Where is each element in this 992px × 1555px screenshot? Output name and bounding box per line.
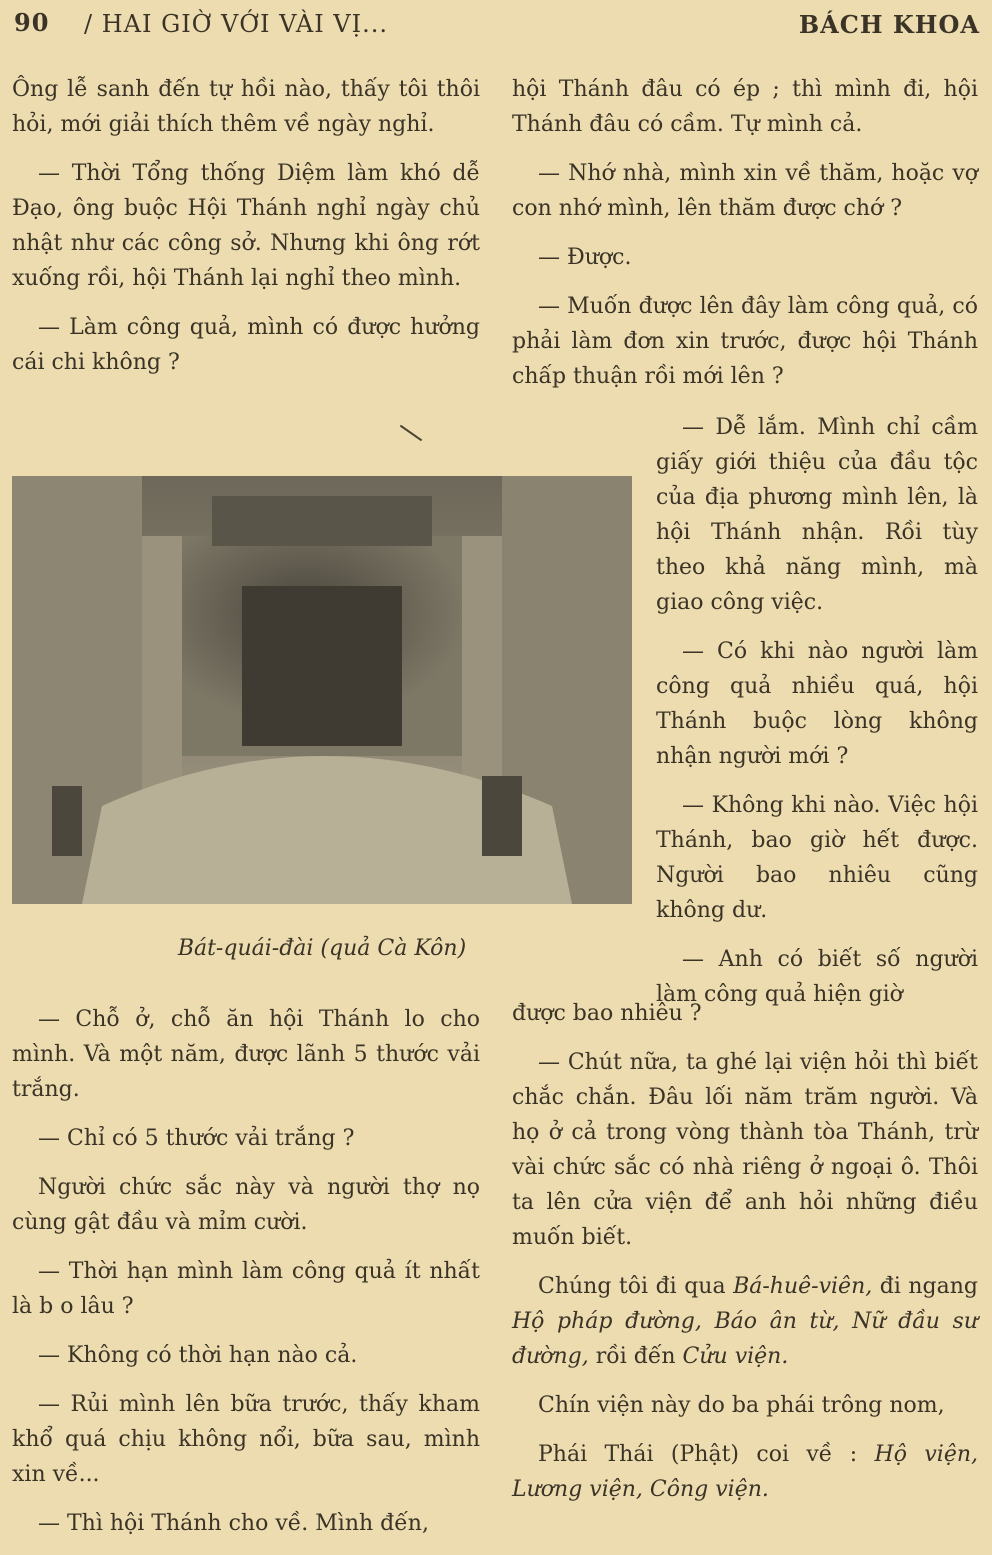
place-name: Bá-huê-viên, (733, 1274, 873, 1299)
place-name: Hộ pháp đường, Báo ân từ, Nữ đầu sư đường, (512, 1309, 978, 1369)
right-column-narrow (656, 410, 978, 1026)
paragraph: — Thời Tổng thống Diệm làm khó dễ Đạo, ông buộc Hội Thánh nghỉ ngày chủ nhật như các công sở. Nhưng khi ông rớt xuống rồi, hội Thánh lại nghỉ theo mình. (12, 161, 480, 291)
temple-interior-image (12, 476, 632, 904)
text: đi ngang (872, 1274, 978, 1299)
paragraph: — Không có thời hạn nào cả. (38, 1343, 358, 1368)
paragraph: — Thì hội Thánh cho về. Mình đến, (38, 1511, 429, 1536)
stray-mark (400, 425, 422, 442)
paragraph: — Có khi nào người làm công quả nhiều quá, hội Thánh buộc lòng không nhận người mới ? (656, 639, 978, 769)
paragraph (512, 1437, 978, 1507)
paragraph: — Làm công quả, mình có được hưởng cái chi không ? (12, 315, 480, 375)
running-title: / HAI GIỜ VỚI VÀI VỊ... (84, 10, 389, 38)
text: Chúng tôi đi qua (538, 1274, 734, 1299)
paragraph: — Chỗ ở, chỗ ăn hội Thánh lo cho mình. Và một năm, được lãnh 5 thước vải trắng. (12, 1007, 480, 1102)
paragraph: — Thời hạn mình làm công quả ít nhất là b o lâu ? (12, 1259, 480, 1319)
left-column-top (12, 72, 480, 394)
paragraph: hội Thánh đâu có ép ; thì mình đi, hội Thánh đâu có cầm. Tự mình cả. (512, 77, 978, 137)
magazine-name: BÁCH KHOA (798, 10, 980, 39)
photo-bat-quai-dai (12, 476, 632, 904)
paragraph: — Dễ lắm. Mình chỉ cầm giấy giới thiệu của đầu tộc của địa phương mình lên, là hội Thánh nhận. Rồi tùy theo khả năng mình, mà giao công việc. (656, 415, 978, 615)
paragraph: — Chỉ có 5 thước vải trắng ? (38, 1126, 355, 1151)
paragraph: — Chút nữa, ta ghé lại viện hỏi thì biết chắc chắn. Đâu lối năm trăm người. Và họ ở cả trong vòng thành tòa Thánh, trừ vài chức sắc có nhà riêng ở ngoại ô. Thôi ta lên cửa viện để anh hỏi những điều muốn biết. (512, 1050, 978, 1250)
text: rồi đến (588, 1344, 683, 1369)
paragraph: — Không khi nào. Việc hội Thánh, bao giờ hết được. Người bao nhiêu cũng không dư. (656, 793, 978, 923)
paragraph: — Được. (538, 245, 632, 270)
paragraph: được bao nhiêu ? (512, 1001, 702, 1026)
left-column-bottom (12, 1002, 480, 1555)
page-number: 90 (14, 8, 50, 37)
paragraph: Ông lễ sanh đến tự hồi nào, thấy tôi thôi hỏi, mới giải thích thêm về ngày nghỉ. (12, 77, 480, 137)
place-name: Cửu viện. (682, 1344, 789, 1369)
photo-caption: Bát-quái-đài (quả Cà Kôn) (177, 936, 467, 961)
paragraph: — Nhớ nhà, mình xin về thăm, hoặc vợ con nhớ mình, lên thăm được chớ ? (512, 161, 978, 221)
paragraph (512, 1269, 978, 1374)
page-header (14, 6, 980, 46)
paragraph: Người chức sắc này và người thợ nọ cùng gật đầu và mỉm cười. (12, 1175, 480, 1235)
paragraph: Chín viện này do ba phái trông nom, (538, 1393, 945, 1418)
paragraph: — Muốn được lên đây làm công quả, có phải làm đơn xin trước, được hội Thánh chấp thuận rồi mới lên ? (512, 294, 978, 389)
paragraph: — Anh có biết số người làm công quả hiện giờ (656, 947, 978, 1007)
place-name: Hộ viện, Lương viện, Công viện. (512, 1442, 978, 1502)
right-column-top (512, 72, 978, 408)
text: Phái Thái (Phật) coi về : (538, 1442, 875, 1467)
paragraph: — Rủi mình lên bữa trước, thấy kham khổ quá chịu không nổi, bữa sau, mình xin về... (12, 1392, 480, 1487)
right-column-bottom (512, 996, 978, 1521)
